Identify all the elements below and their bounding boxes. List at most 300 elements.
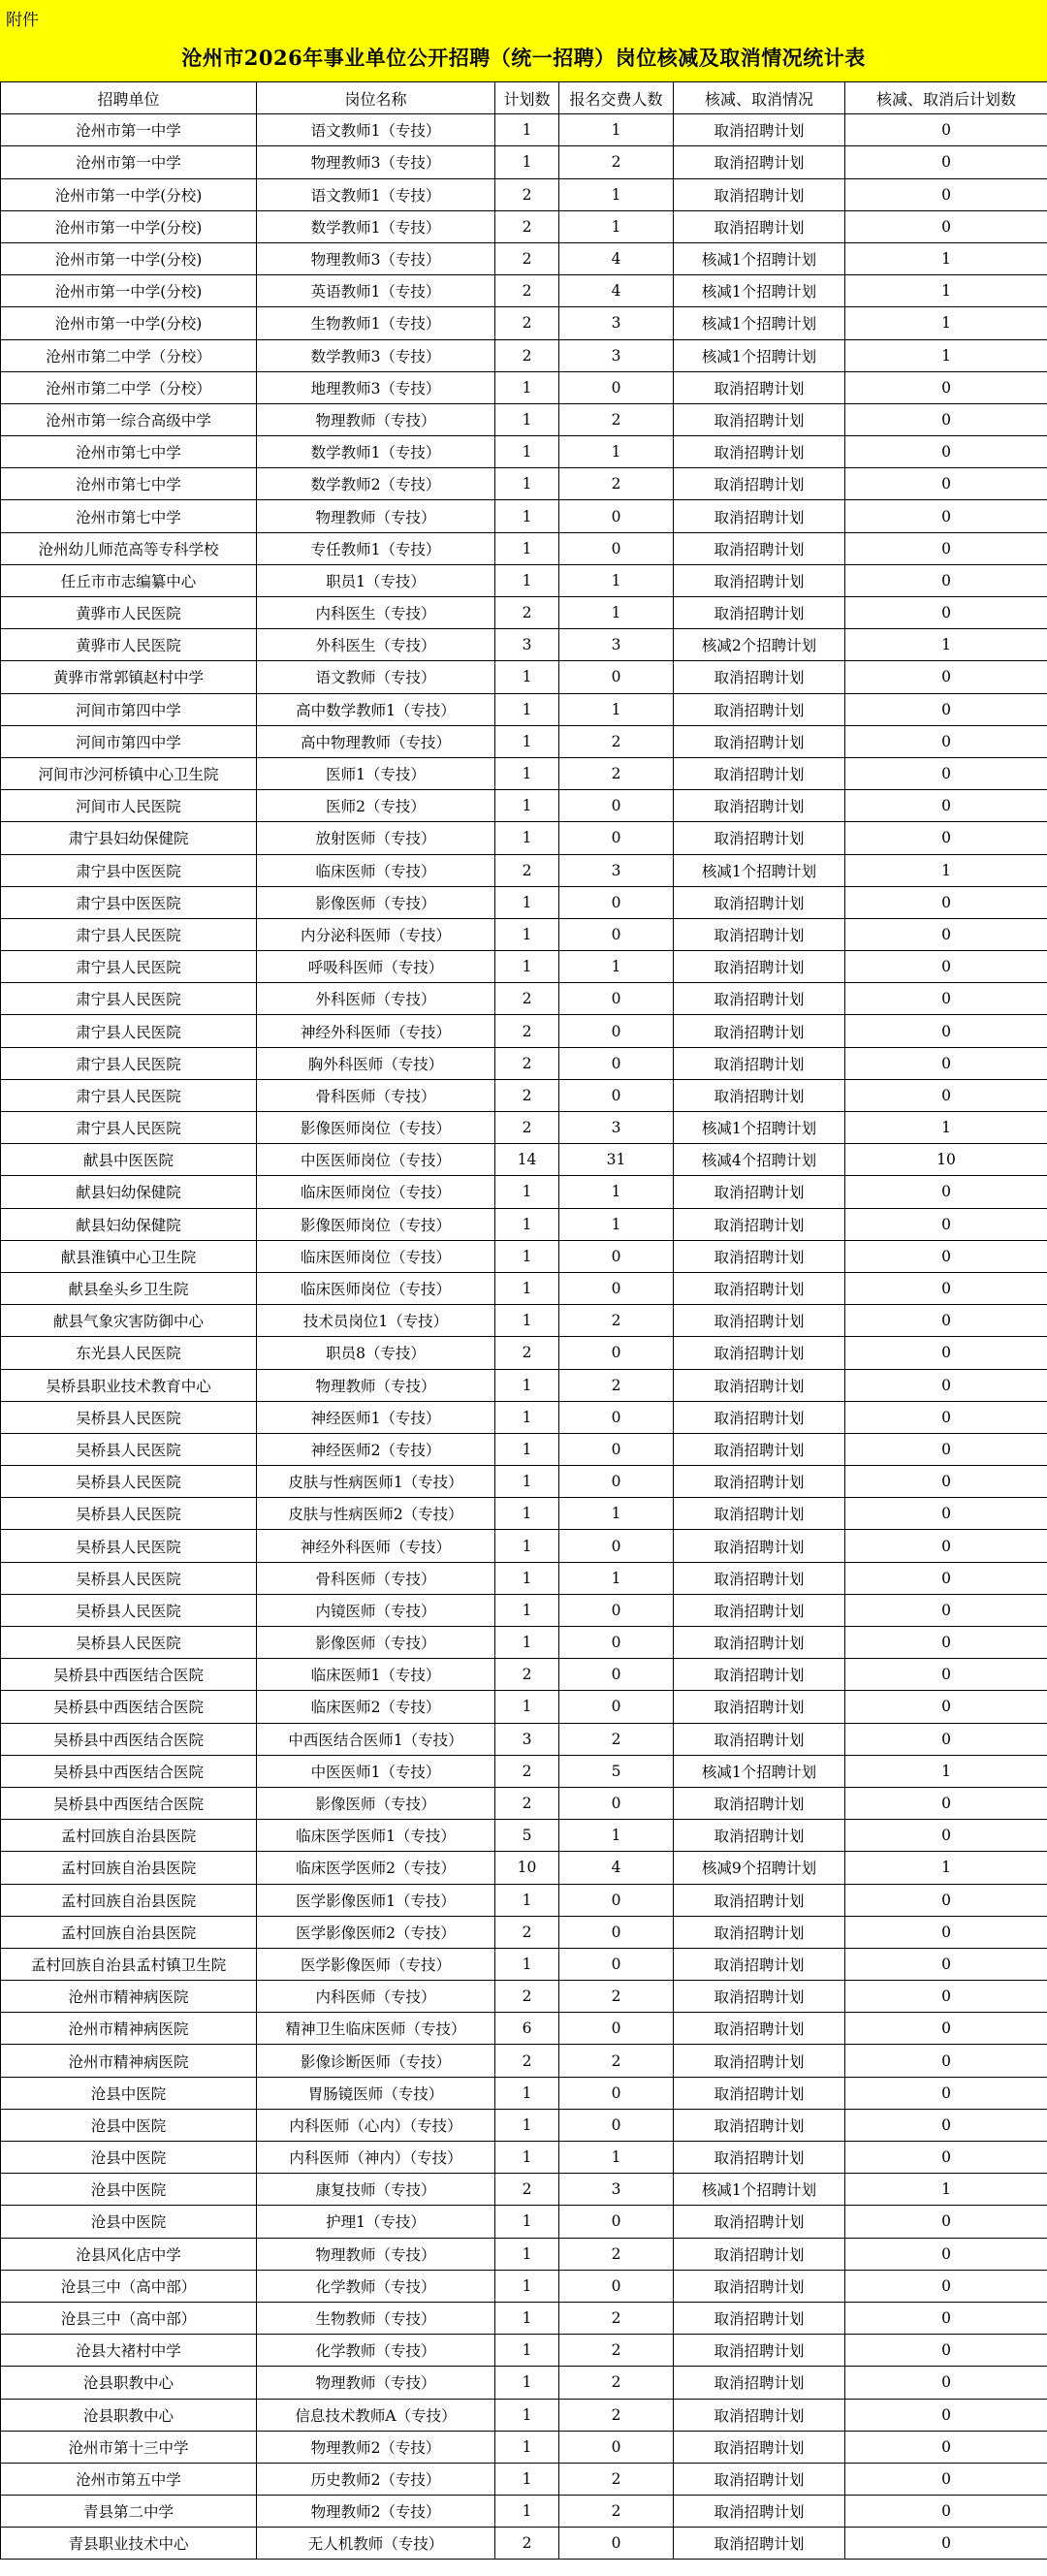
- table-row: [1, 918, 1047, 950]
- cell-unit: 沧县中医院: [1, 2206, 257, 2238]
- cell-plan: 1: [495, 1562, 559, 1594]
- cell-plan: 2: [495, 1787, 559, 1819]
- table-row: [1, 2077, 1047, 2109]
- cell-unit: 青县第二中学: [1, 2496, 257, 2528]
- cell-unit: 沧州市精神病医院: [1, 2045, 257, 2077]
- cell-position: 内镜医师（专技）: [257, 1594, 495, 1626]
- cell-status: 取消招聘计划: [674, 210, 845, 242]
- cell-status: 取消招聘计划: [674, 2109, 845, 2141]
- cell-plan: 1: [495, 2399, 559, 2431]
- cell-applicants: 2: [559, 757, 674, 789]
- cell-remaining: 0: [845, 951, 1047, 983]
- cell-unit: 沧县风化店中学: [1, 2238, 257, 2270]
- cell-status: 取消招聘计划: [674, 1884, 845, 1916]
- cell-status: 取消招聘计划: [674, 1079, 845, 1111]
- cell-position: 职员8（专技）: [257, 1337, 495, 1369]
- cell-remaining: 1: [845, 1852, 1047, 1884]
- cell-remaining: 0: [845, 1820, 1047, 1852]
- table-row: [1, 275, 1047, 307]
- cell-applicants: 0: [559, 1240, 674, 1272]
- cell-status: 取消招聘计划: [674, 1916, 845, 1948]
- cell-applicants: 3: [559, 629, 674, 661]
- cell-position: 数学教师3（专技）: [257, 339, 495, 371]
- cell-position: 数学教师1（专技）: [257, 436, 495, 468]
- table-row: [1, 178, 1047, 210]
- cell-plan: 1: [495, 564, 559, 596]
- table-row: [1, 2142, 1047, 2174]
- cell-plan: 1: [495, 1176, 559, 1208]
- cell-applicants: 0: [559, 1079, 674, 1111]
- cell-position: 胸外科医师（专技）: [257, 1047, 495, 1079]
- cell-status: 核减1个招聘计划: [674, 242, 845, 274]
- cell-position: 数学教师2（专技）: [257, 468, 495, 500]
- table-row: [1, 661, 1047, 693]
- cell-unit: 肃宁县人民医院: [1, 951, 257, 983]
- cell-plan: 1: [495, 1948, 559, 1980]
- cell-position: 语文教师1（专技）: [257, 178, 495, 210]
- cell-plan: 1: [495, 1691, 559, 1723]
- cell-applicants: 1: [559, 1208, 674, 1240]
- table-row: [1, 532, 1047, 564]
- cell-plan: 1: [495, 2335, 559, 2367]
- cell-position: 内科医师（神内）（专技）: [257, 2142, 495, 2174]
- cell-remaining: 0: [845, 2463, 1047, 2495]
- cell-plan: 1: [495, 2463, 559, 2495]
- cell-plan: 1: [495, 1208, 559, 1240]
- cell-position: 康复技师（专技）: [257, 2174, 495, 2206]
- cell-unit: 肃宁县人民医院: [1, 918, 257, 950]
- cell-unit: 献县中医医院: [1, 1144, 257, 1176]
- cell-applicants: 1: [559, 178, 674, 210]
- cell-plan: 1: [495, 951, 559, 983]
- table-row: [1, 1369, 1047, 1401]
- cell-applicants: 3: [559, 2174, 674, 2206]
- cell-position: 物理教师3（专技）: [257, 242, 495, 274]
- table-row: [1, 886, 1047, 918]
- cell-status: 取消招聘计划: [674, 2399, 845, 2431]
- cell-unit: 沧州市第一中学(分校): [1, 178, 257, 210]
- cell-plan: 6: [495, 2013, 559, 2045]
- cell-unit: 沧州市第十三中学: [1, 2431, 257, 2463]
- table-row: [1, 1112, 1047, 1144]
- cell-plan: 1: [495, 1240, 559, 1272]
- cell-unit: 吴桥县人民医院: [1, 1498, 257, 1530]
- table-row: [1, 210, 1047, 242]
- table-row: [1, 2528, 1047, 2560]
- cell-remaining: 0: [845, 1530, 1047, 1562]
- table-row: [1, 2399, 1047, 2431]
- cell-applicants: 2: [559, 403, 674, 435]
- cell-plan: 1: [495, 1369, 559, 1401]
- cell-status: 取消招聘计划: [674, 725, 845, 757]
- cell-remaining: 1: [845, 1755, 1047, 1787]
- cell-status: 取消招聘计划: [674, 2270, 845, 2302]
- cell-position: 放射医师（专技）: [257, 822, 495, 854]
- cell-remaining: 1: [845, 339, 1047, 371]
- cell-status: 取消招聘计划: [674, 1530, 845, 1562]
- cell-applicants: 0: [559, 1047, 674, 1079]
- cell-status: 核减9个招聘计划: [674, 1852, 845, 1884]
- cell-remaining: 0: [845, 2206, 1047, 2238]
- table-row: [1, 1562, 1047, 1594]
- cell-remaining: 0: [845, 403, 1047, 435]
- cell-remaining: 0: [845, 2528, 1047, 2560]
- cell-applicants: 0: [559, 1948, 674, 1980]
- cell-plan: 2: [495, 339, 559, 371]
- cell-applicants: 0: [559, 532, 674, 564]
- cell-applicants: 0: [559, 2528, 674, 2560]
- cell-unit: 孟村回族自治县医院: [1, 1820, 257, 1852]
- cell-plan: 1: [495, 918, 559, 950]
- cell-position: 高中数学教师1（专技）: [257, 693, 495, 725]
- cell-plan: 2: [495, 1659, 559, 1691]
- table-row: [1, 242, 1047, 274]
- cell-unit: 沧县职教中心: [1, 2367, 257, 2399]
- cell-unit: 沧州市第一中学: [1, 146, 257, 178]
- cell-remaining: 0: [845, 757, 1047, 789]
- cell-status: 取消招聘计划: [674, 983, 845, 1015]
- cell-unit: 河间市第四中学: [1, 693, 257, 725]
- cell-applicants: 2: [559, 2335, 674, 2367]
- cell-plan: 1: [495, 371, 559, 403]
- cell-remaining: 0: [845, 371, 1047, 403]
- cell-unit: 沧州市第一综合高级中学: [1, 403, 257, 435]
- cell-status: 取消招聘计划: [674, 146, 845, 178]
- cell-unit: 黄骅市人民医院: [1, 629, 257, 661]
- cell-applicants: 0: [559, 1272, 674, 1304]
- cell-plan: 1: [495, 2270, 559, 2302]
- column-header-unit: 招聘单位: [1, 82, 257, 114]
- cell-status: 取消招聘计划: [674, 403, 845, 435]
- cell-applicants: 2: [559, 1723, 674, 1755]
- table-row: [1, 2270, 1047, 2302]
- cell-unit: 吴桥县中西医结合医院: [1, 1691, 257, 1723]
- cell-unit: 沧州市第一中学(分校): [1, 275, 257, 307]
- cell-status: 取消招聘计划: [674, 1015, 845, 1047]
- cell-remaining: 0: [845, 2302, 1047, 2334]
- cell-plan: 2: [495, 1112, 559, 1144]
- table-row: [1, 1079, 1047, 1111]
- cell-plan: 2: [495, 1981, 559, 2013]
- cell-position: 骨科医师（专技）: [257, 1562, 495, 1594]
- cell-applicants: 0: [559, 1466, 674, 1498]
- cell-applicants: 2: [559, 1305, 674, 1337]
- cell-position: 影像医师（专技）: [257, 1627, 495, 1659]
- cell-unit: 献县妇幼保健院: [1, 1208, 257, 1240]
- table-row: [1, 2238, 1047, 2270]
- cell-position: 精神卫生临床医师（专技）: [257, 2013, 495, 2045]
- cell-plan: 1: [495, 757, 559, 789]
- cell-plan: 2: [495, 307, 559, 339]
- cell-remaining: 0: [845, 1981, 1047, 2013]
- cell-remaining: 1: [845, 2174, 1047, 2206]
- cell-applicants: 3: [559, 307, 674, 339]
- table-row: [1, 757, 1047, 789]
- cell-plan: 2: [495, 210, 559, 242]
- table-row: [1, 2302, 1047, 2334]
- cell-status: 取消招聘计划: [674, 1272, 845, 1304]
- cell-unit: 献县妇幼保健院: [1, 1176, 257, 1208]
- cell-plan: 1: [495, 532, 559, 564]
- cell-status: 取消招聘计划: [674, 1466, 845, 1498]
- cell-position: 物理教师（专技）: [257, 403, 495, 435]
- cell-position: 胃肠镜医师（专技）: [257, 2077, 495, 2109]
- cell-applicants: 0: [559, 2431, 674, 2463]
- cell-unit: 献县气象灾害防御中心: [1, 1305, 257, 1337]
- table-row: [1, 1820, 1047, 1852]
- table-row: [1, 1852, 1047, 1884]
- cell-remaining: 0: [845, 2045, 1047, 2077]
- cell-unit: 吴桥县人民医院: [1, 1433, 257, 1465]
- cell-remaining: 0: [845, 693, 1047, 725]
- cell-remaining: 0: [845, 1305, 1047, 1337]
- cell-status: 取消招聘计划: [674, 1369, 845, 1401]
- cell-remaining: 0: [845, 2431, 1047, 2463]
- table-row: [1, 790, 1047, 822]
- attachment-tag: 附件: [6, 11, 39, 30]
- table-row: [1, 1627, 1047, 1659]
- cell-position: 临床医师1（专技）: [257, 1659, 495, 1691]
- cell-unit: 肃宁县人民医院: [1, 983, 257, 1015]
- cell-unit: 沧州市第一中学(分校): [1, 242, 257, 274]
- cell-remaining: 0: [845, 1015, 1047, 1047]
- cell-plan: 2: [495, 2528, 559, 2560]
- cell-remaining: 0: [845, 1562, 1047, 1594]
- cell-remaining: 0: [845, 564, 1047, 596]
- cell-applicants: 2: [559, 2399, 674, 2431]
- cell-unit: 沧州市精神病医院: [1, 2013, 257, 2045]
- cell-status: 取消招聘计划: [674, 2528, 845, 2560]
- cell-status: 取消招聘计划: [674, 1047, 845, 1079]
- cell-unit: 孟村回族自治县医院: [1, 1916, 257, 1948]
- cell-plan: 2: [495, 854, 559, 886]
- table-row: [1, 2335, 1047, 2367]
- table-row: [1, 1787, 1047, 1819]
- cell-applicants: 3: [559, 854, 674, 886]
- cell-applicants: 0: [559, 2013, 674, 2045]
- cell-position: 中医医师1（专技）: [257, 1755, 495, 1787]
- cell-status: 取消招聘计划: [674, 1723, 845, 1755]
- table-row: [1, 2463, 1047, 2495]
- cell-unit: 沧州市第七中学: [1, 436, 257, 468]
- cell-position: 数学教师1（专技）: [257, 210, 495, 242]
- cell-position: 历史教师2（专技）: [257, 2463, 495, 2495]
- table-row: [1, 1723, 1047, 1755]
- cell-applicants: 0: [559, 1691, 674, 1723]
- table-row: [1, 693, 1047, 725]
- cell-remaining: 0: [845, 790, 1047, 822]
- cell-unit: 沧县三中（高中部）: [1, 2270, 257, 2302]
- cell-remaining: 0: [845, 886, 1047, 918]
- cell-status: 取消招聘计划: [674, 822, 845, 854]
- cell-position: 呼吸科医师（专技）: [257, 951, 495, 983]
- cell-applicants: 0: [559, 1337, 674, 1369]
- cell-unit: 吴桥县人民医院: [1, 1530, 257, 1562]
- cell-unit: 沧州市第一中学(分校): [1, 210, 257, 242]
- table-row: [1, 2367, 1047, 2399]
- table-row: [1, 1948, 1047, 1980]
- cell-applicants: 2: [559, 2238, 674, 2270]
- page-title: 沧州市2026年事业单位公开招聘（统一招聘）岗位核减及取消情况统计表: [181, 46, 866, 70]
- cell-position: 临床医学医师2（专技）: [257, 1852, 495, 1884]
- cell-status: 取消招聘计划: [674, 1691, 845, 1723]
- cell-applicants: 2: [559, 725, 674, 757]
- cell-position: 职员1（专技）: [257, 564, 495, 596]
- table-row: [1, 2431, 1047, 2463]
- cell-position: 物理教师2（专技）: [257, 2496, 495, 2528]
- cell-status: 取消招聘计划: [674, 661, 845, 693]
- cell-applicants: 0: [559, 2270, 674, 2302]
- table-row: [1, 2045, 1047, 2077]
- table-row: [1, 564, 1047, 596]
- cell-applicants: 0: [559, 2109, 674, 2141]
- table-row: [1, 597, 1047, 629]
- cell-position: 医师2（专技）: [257, 790, 495, 822]
- cell-plan: 1: [495, 2077, 559, 2109]
- cell-unit: 沧县职教中心: [1, 2399, 257, 2431]
- cell-unit: 吴桥县人民医院: [1, 1466, 257, 1498]
- cell-unit: 肃宁县中医医院: [1, 854, 257, 886]
- cell-remaining: 0: [845, 500, 1047, 532]
- cell-applicants: 1: [559, 951, 674, 983]
- cell-remaining: 0: [845, 2109, 1047, 2141]
- cell-plan: 2: [495, 2174, 559, 2206]
- cell-status: 取消招聘计划: [674, 1562, 845, 1594]
- cell-status: 核减1个招聘计划: [674, 339, 845, 371]
- cell-plan: 1: [495, 2109, 559, 2141]
- cell-position: 神经医师1（专技）: [257, 1401, 495, 1433]
- cell-remaining: 0: [845, 1433, 1047, 1465]
- cell-plan: 1: [495, 2431, 559, 2463]
- cell-applicants: 3: [559, 339, 674, 371]
- cell-plan: 2: [495, 1079, 559, 1111]
- header-row: [1, 82, 1047, 114]
- cell-unit: 肃宁县人民医院: [1, 1047, 257, 1079]
- cell-remaining: 0: [845, 1466, 1047, 1498]
- cell-remaining: 0: [845, 983, 1047, 1015]
- cell-plan: 3: [495, 629, 559, 661]
- cell-unit: 吴桥县中西医结合医院: [1, 1659, 257, 1691]
- table-row: [1, 2496, 1047, 2528]
- table-row: [1, 1594, 1047, 1626]
- table-row: [1, 2109, 1047, 2141]
- cell-applicants: 0: [559, 886, 674, 918]
- cell-remaining: 0: [845, 1498, 1047, 1530]
- cell-applicants: 1: [559, 1562, 674, 1594]
- table-row: [1, 500, 1047, 532]
- cell-status: 取消招聘计划: [674, 790, 845, 822]
- cell-plan: 1: [495, 1498, 559, 1530]
- cell-unit: 献县淮镇中心卫生院: [1, 1240, 257, 1272]
- cell-applicants: 0: [559, 1594, 674, 1626]
- cell-plan: 2: [495, 242, 559, 274]
- cell-plan: 2: [495, 1047, 559, 1079]
- cell-plan: 2: [495, 1015, 559, 1047]
- cell-position: 高中物理教师（专技）: [257, 725, 495, 757]
- cell-position: 临床医学医师1（专技）: [257, 1820, 495, 1852]
- cell-unit: 沧州市第一中学: [1, 114, 257, 146]
- cell-unit: 肃宁县人民医院: [1, 1015, 257, 1047]
- cell-plan: 3: [495, 1723, 559, 1755]
- cell-remaining: 1: [845, 629, 1047, 661]
- table-row: [1, 854, 1047, 886]
- cell-plan: 2: [495, 1916, 559, 1948]
- cell-status: 取消招聘计划: [674, 468, 845, 500]
- cell-status: 核减1个招聘计划: [674, 2174, 845, 2206]
- cell-applicants: 2: [559, 2367, 674, 2399]
- cell-unit: 沧县中医院: [1, 2174, 257, 2206]
- cell-remaining: 0: [845, 918, 1047, 950]
- cell-unit: 青县职业技术中心: [1, 2528, 257, 2560]
- cell-status: 取消招聘计划: [674, 436, 845, 468]
- cell-position: 外科医生（专技）: [257, 629, 495, 661]
- cell-applicants: 0: [559, 371, 674, 403]
- cell-position: 医师1（专技）: [257, 757, 495, 789]
- cell-status: 取消招聘计划: [674, 500, 845, 532]
- cell-status: 取消招聘计划: [674, 1594, 845, 1626]
- table-row: [1, 1176, 1047, 1208]
- cell-position: 骨科医师（专技）: [257, 1079, 495, 1111]
- cell-applicants: 0: [559, 2206, 674, 2238]
- cell-unit: 吴桥县中西医结合医院: [1, 1787, 257, 1819]
- cell-unit: 河间市第四中学: [1, 725, 257, 757]
- cell-position: 内科医生（专技）: [257, 597, 495, 629]
- table-row: [1, 1466, 1047, 1498]
- cell-status: 取消招聘计划: [674, 1627, 845, 1659]
- cell-unit: 孟村回族自治县医院: [1, 1852, 257, 1884]
- cell-position: 语文教师（专技）: [257, 661, 495, 693]
- cell-status: 核减4个招聘计划: [674, 1144, 845, 1176]
- cell-position: 外科医师（专技）: [257, 983, 495, 1015]
- cell-applicants: 1: [559, 597, 674, 629]
- cell-position: 影像医师岗位（专技）: [257, 1208, 495, 1240]
- table-row: [1, 371, 1047, 403]
- cell-remaining: 0: [845, 114, 1047, 146]
- cell-applicants: 0: [559, 1916, 674, 1948]
- cell-unit: 吴桥县中西医结合医院: [1, 1755, 257, 1787]
- cell-plan: 2: [495, 275, 559, 307]
- cell-plan: 2: [495, 178, 559, 210]
- cell-applicants: 2: [559, 2302, 674, 2334]
- cell-status: 取消招聘计划: [674, 564, 845, 596]
- cell-position: 影像医师岗位（专技）: [257, 1112, 495, 1144]
- cell-status: 取消招聘计划: [674, 597, 845, 629]
- cell-remaining: 0: [845, 1401, 1047, 1433]
- cell-position: 地理教师3（专技）: [257, 371, 495, 403]
- cell-applicants: 0: [559, 1401, 674, 1433]
- cell-status: 取消招聘计划: [674, 2077, 845, 2109]
- table-row: [1, 1208, 1047, 1240]
- cell-applicants: 2: [559, 2463, 674, 2495]
- cell-applicants: 0: [559, 1433, 674, 1465]
- cell-position: 信息技术教师A（专技）: [257, 2399, 495, 2431]
- cell-position: 英语教师1（专技）: [257, 275, 495, 307]
- cell-unit: 肃宁县人民医院: [1, 1079, 257, 1111]
- cell-status: 取消招聘计划: [674, 1240, 845, 1272]
- table-row: [1, 725, 1047, 757]
- table-row: [1, 1047, 1047, 1079]
- cell-plan: 2: [495, 983, 559, 1015]
- cell-status: 取消招聘计划: [674, 1659, 845, 1691]
- cell-plan: 1: [495, 1627, 559, 1659]
- table-row: [1, 436, 1047, 468]
- cell-position: 临床医师2（专技）: [257, 1691, 495, 1723]
- cell-position: 语文教师1（专技）: [257, 114, 495, 146]
- cell-plan: 5: [495, 1820, 559, 1852]
- table-row: [1, 1659, 1047, 1691]
- cell-remaining: 0: [845, 1240, 1047, 1272]
- cell-position: 医学影像医师1（专技）: [257, 1884, 495, 1916]
